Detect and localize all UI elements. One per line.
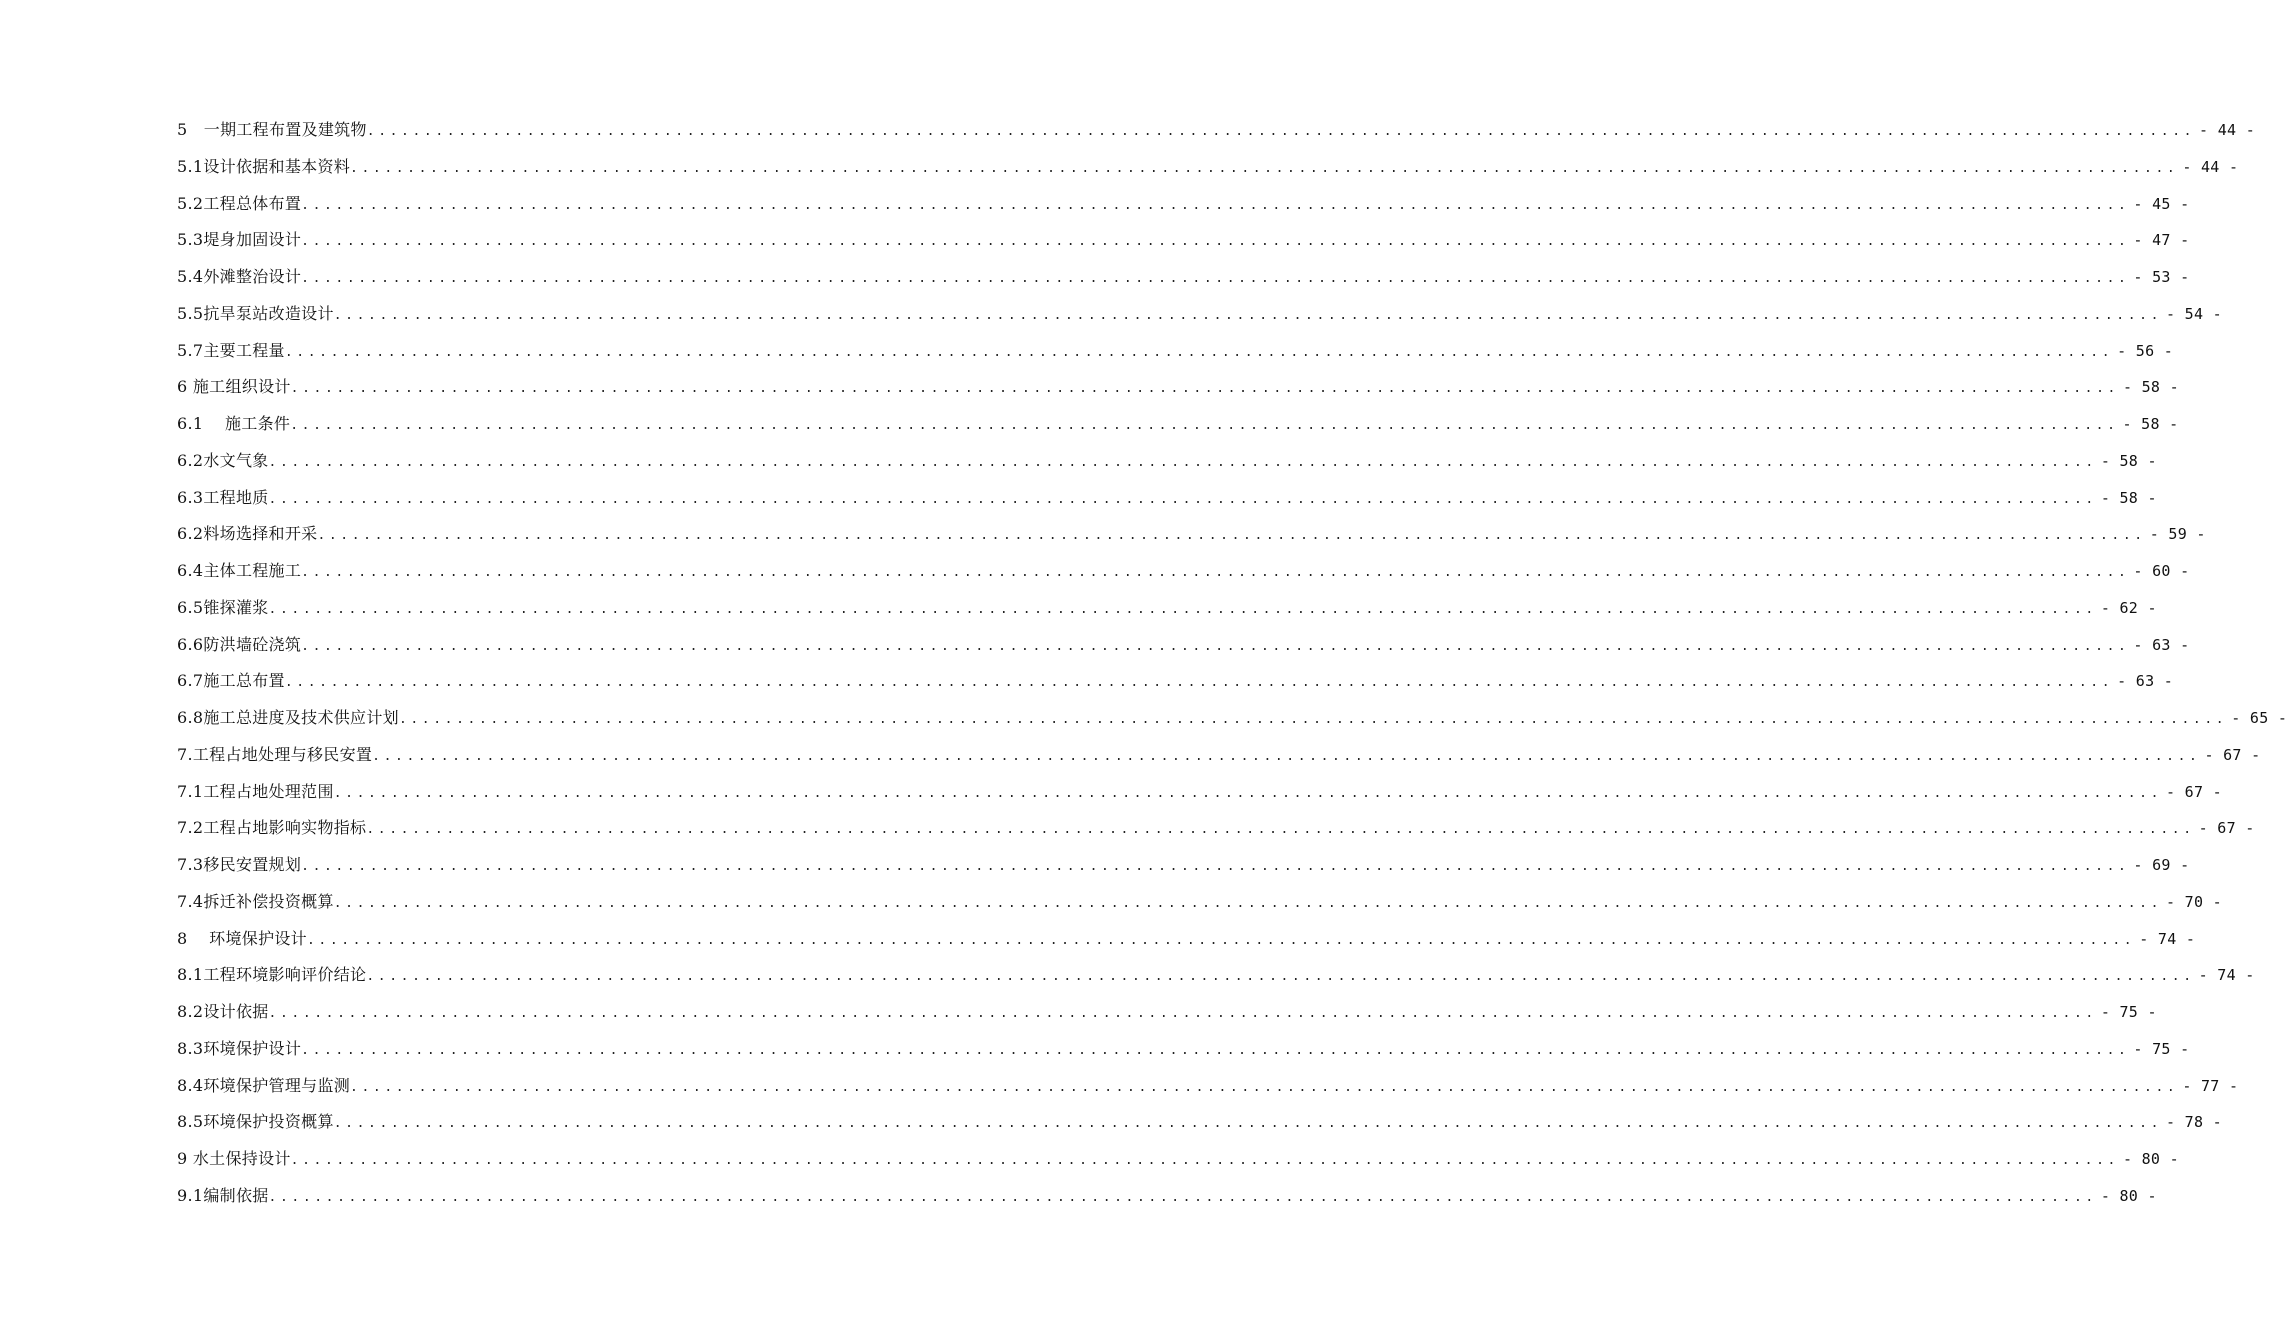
toc-entry-title: 7.4拆迁补偿投资概算: [177, 891, 334, 911]
toc-dot-leader: ................................................................................................................................................................: [301, 197, 2130, 213]
toc-entry-page-number: - 65 -: [2231, 709, 2287, 727]
toc-dot-leader: ................................................................................................................................................................: [398, 712, 2228, 727]
toc-entry-page-number: - 62 -: [2100, 598, 2157, 617]
toc-entry[interactable]: [177, 186, 2190, 223]
toc-dot-leader: ................................................................................................................................................................: [372, 748, 2201, 764]
toc-entry-title: 6.8施工总进度及技术供应计划: [177, 708, 399, 727]
toc-dot-leader: ................................................................................................................................................................: [268, 454, 2097, 470]
toc-entry[interactable]: [177, 737, 2261, 774]
toc-entry-page-number: - 44 -: [2199, 121, 2256, 139]
toc-entry-title: 5.5抗旱泵站改造设计: [177, 303, 334, 323]
toc-entry-title: 6.1 施工条件: [177, 414, 291, 433]
toc-entry-title: 5.7主要工程量: [177, 340, 285, 360]
toc-dot-leader: ................................................................................................................................................................: [366, 124, 2196, 139]
toc-entry-title: 7.2工程占地影响实物指标: [177, 818, 367, 838]
toc-entry[interactable]: [177, 921, 2196, 958]
toc-dot-leader: ................................................................................................................................................................: [306, 932, 2136, 948]
toc-entry-page-number: - 58 -: [2122, 415, 2179, 433]
toc-entry[interactable]: [177, 957, 2255, 994]
toc-dot-leader: ................................................................................................................................................................: [301, 1042, 2130, 1058]
toc-dot-leader: ................................................................................................................................................................: [333, 1116, 2163, 1132]
toc-entry-page-number: - 53 -: [2133, 268, 2190, 286]
toc-entry-page-number: - 58 -: [2122, 378, 2179, 397]
toc-dot-leader: ................................................................................................................................................................: [301, 565, 2130, 580]
toc-entry-page-number: - 54 -: [2166, 304, 2223, 323]
toc-entry-title: 7.3移民安置规划: [177, 855, 302, 874]
toc-dot-leader: ................................................................................................................................................................: [268, 1006, 2097, 1021]
toc-dot-leader: ................................................................................................................................................................: [333, 895, 2163, 911]
toc-entry-title: 6.3工程地质: [177, 487, 269, 507]
toc-entry[interactable]: [177, 296, 2223, 333]
toc-entry-page-number: - 70 -: [2166, 892, 2223, 911]
toc-entry-page-number: - 60 -: [2133, 562, 2190, 580]
toc-entry-page-number: - 69 -: [2133, 856, 2190, 874]
toc-entry-title: 7.1工程占地处理范围: [177, 781, 334, 801]
toc-entry[interactable]: [177, 774, 2223, 811]
toc-dot-leader: ................................................................................................................................................................: [268, 491, 2097, 507]
toc-dot-leader: ................................................................................................................................................................: [301, 859, 2130, 874]
toc-entry-page-number: - 80 -: [2100, 1186, 2157, 1205]
toc-dot-leader: ................................................................................................................................................................: [301, 234, 2130, 250]
toc-entry[interactable]: [177, 663, 2174, 700]
toc-entry-title: 6.6防洪墙砼浇筑: [177, 634, 302, 654]
toc-entry[interactable]: [177, 369, 2179, 406]
toc-dot-leader: ................................................................................................................................................................: [350, 160, 2179, 176]
toc-entry-page-number: - 44 -: [2182, 157, 2239, 176]
toc-entry[interactable]: [177, 406, 2179, 443]
toc-entry[interactable]: [177, 149, 2239, 186]
toc-entry-page-number: - 78 -: [2166, 1113, 2223, 1132]
toc-dot-leader: ................................................................................................................................................................: [317, 528, 2146, 544]
toc-entry-title: 8.5环境保护投资概算: [177, 1112, 334, 1132]
toc-entry[interactable]: [177, 1178, 2157, 1215]
toc-entry[interactable]: [177, 1141, 2179, 1178]
toc-entry[interactable]: [177, 259, 2190, 296]
toc-dot-leader: ................................................................................................................................................................: [301, 638, 2130, 654]
toc-entry[interactable]: [177, 627, 2190, 664]
toc-entry-title: 5.1设计依据和基本资料: [177, 156, 351, 176]
toc-entry-page-number: - 67 -: [2166, 782, 2223, 801]
toc-entry-title: 6.5锥探灌浆: [177, 597, 269, 617]
toc-entry[interactable]: [177, 112, 2256, 149]
toc-entry[interactable]: [177, 222, 2190, 259]
toc-dot-leader: ................................................................................................................................................................: [284, 344, 2114, 360]
toc-dot-leader: ................................................................................................................................................................: [333, 307, 2163, 323]
toc-entry-title: 7.工程占地处理与移民安置: [177, 744, 373, 764]
toc-entry[interactable]: [177, 994, 2157, 1031]
toc-entry-title: 6.7施工总布置: [177, 671, 285, 691]
toc-entry-page-number: - 56 -: [2117, 341, 2174, 360]
toc-entry-title: 8.4环境保护管理与监测: [177, 1075, 351, 1095]
toc-entry-page-number: - 47 -: [2133, 231, 2190, 250]
toc-entry-title: 5 一期工程布置及建筑物: [177, 120, 367, 139]
toc-entry-title: 6 施工组织设计: [177, 377, 291, 397]
toc-entry-page-number: - 67 -: [2204, 745, 2261, 764]
toc-entry-title: 6.4主体工程施工: [177, 561, 302, 580]
toc-dot-leader: ................................................................................................................................................................: [268, 601, 2097, 617]
toc-entry[interactable]: [177, 847, 2190, 884]
toc-entry-page-number: - 80 -: [2122, 1150, 2179, 1168]
toc-dot-leader: ................................................................................................................................................................: [290, 418, 2119, 433]
toc-entry-page-number: - 63 -: [2133, 635, 2190, 654]
toc-entry[interactable]: [177, 1104, 2223, 1141]
toc-entry[interactable]: [177, 443, 2157, 480]
toc-entry[interactable]: [177, 480, 2157, 517]
toc-dot-leader: ................................................................................................................................................................: [350, 1079, 2179, 1095]
toc-entry[interactable]: [177, 333, 2174, 370]
toc-dot-leader: ................................................................................................................................................................: [284, 675, 2114, 691]
toc-dot-leader: ................................................................................................................................................................: [268, 1189, 2097, 1205]
toc-entry-page-number: - 67 -: [2198, 819, 2255, 838]
toc-dot-leader: ................................................................................................................................................................: [290, 1153, 2119, 1168]
toc-dot-leader: ................................................................................................................................................................: [366, 822, 2195, 838]
toc-entry-title: 5.2工程总体布置: [177, 193, 302, 213]
toc-entry-title: 8.2设计依据: [177, 1002, 269, 1021]
toc-entry[interactable]: [177, 553, 2190, 590]
toc-entry-page-number: - 58 -: [2100, 451, 2157, 470]
toc-dot-leader: ................................................................................................................................................................: [290, 381, 2119, 397]
toc-dot-leader: ................................................................................................................................................................: [333, 785, 2163, 801]
toc-entry-title: 5.4外滩整治设计: [177, 267, 302, 286]
toc-entry[interactable]: [177, 884, 2223, 921]
toc-entry-title: 9 水土保持设计: [177, 1149, 291, 1168]
toc-entry-page-number: - 58 -: [2100, 488, 2157, 507]
toc-entry[interactable]: [177, 590, 2157, 627]
toc-entry-page-number: - 75 -: [2100, 1003, 2157, 1021]
toc-entry-title: 8.1工程环境影响评价结论: [177, 965, 367, 985]
toc-entry-page-number: - 63 -: [2117, 672, 2174, 691]
toc-entry-title: 9.1编制依据: [177, 1185, 269, 1205]
toc-entry-page-number: - 59 -: [2149, 525, 2206, 544]
table-of-contents: [177, 112, 2287, 1215]
toc-entry[interactable]: [177, 810, 2255, 847]
toc-entry-page-number: - 74 -: [2139, 929, 2196, 948]
toc-entry-title: 8 环境保护设计: [177, 928, 307, 948]
toc-entry[interactable]: [177, 700, 2287, 737]
toc-entry-title: 5.3堤身加固设计: [177, 230, 302, 250]
toc-entry[interactable]: [177, 1068, 2239, 1105]
toc-entry[interactable]: [177, 516, 2206, 553]
toc-entry-title: 8.3环境保护设计: [177, 1038, 302, 1058]
toc-entry-page-number: - 77 -: [2182, 1076, 2239, 1095]
toc-entry-page-number: - 45 -: [2133, 194, 2190, 213]
toc-entry-title: 6.2水文气象: [177, 450, 269, 470]
toc-entry-title: 6.2料场选择和开采: [177, 524, 318, 544]
toc-dot-leader: ................................................................................................................................................................: [366, 969, 2195, 985]
toc-dot-leader: ................................................................................................................................................................: [301, 271, 2130, 286]
toc-entry-page-number: - 75 -: [2133, 1039, 2190, 1058]
toc-entry[interactable]: [177, 1031, 2190, 1068]
toc-entry-page-number: - 74 -: [2198, 966, 2255, 985]
